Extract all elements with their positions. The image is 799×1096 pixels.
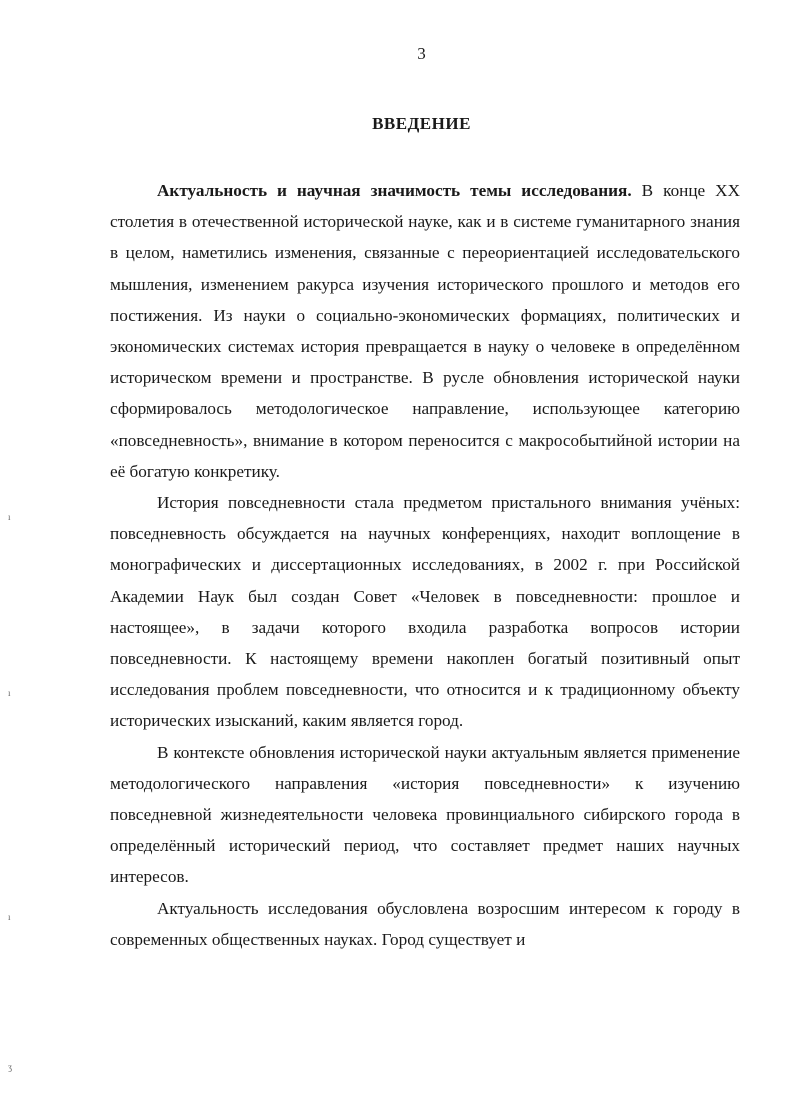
paragraph-4: Актуальность исследования обусловлена возросшим интересом к городу в современных общественных науках. Город существует и bbox=[110, 898, 740, 949]
paragraph-text: В конце XX столетия в отечественной исторической науке, как и в системе гуманитарного знания в целом, наметились изменения, связанные с переориентацией исследовательского мышления, изменением ракурса изучения исторического прошлого и методов его постижения. Из науки о социально-экономических формациях, политических и экономических системах история превращается в науку о человеке в определённом историческом времени и пространстве. В русле обновления исторической науки сформировалось методологическое направление, использующее категорию «повседневность», внимание в котором переносится с макрособытийной истории на её богатую конкретику. bbox=[110, 181, 740, 481]
paragraph-2: История повседневности стала предметом пристального внимания учёных: повседневность обсуждается на научных конференциях, находит воплощение в монографических и диссертационных исследованиях, в 2002 г. при Российской Академии Наук был создан Совет «Человек в повседневности: прошлое и настоящее», в задачи которого входила разработка вопросов истории повседневности. К настоящему времени накоплен богатый позитивный опыт исследования проблем повседневности, что относится и к традиционному объекту исторических изысканий, каким является город. bbox=[110, 493, 740, 731]
section-heading: ВВЕДЕНИЕ bbox=[372, 114, 471, 133]
body-text bbox=[110, 175, 740, 955]
paragraph-1 bbox=[110, 175, 740, 487]
page-number: 3 bbox=[417, 44, 426, 63]
paragraph-lead: Актуальность и научная значимость темы исследования. bbox=[157, 181, 632, 200]
scan-margin-mark: ı bbox=[8, 512, 11, 522]
scan-margin-mark: ı bbox=[8, 912, 11, 922]
paragraph-3: В контексте обновления исторической науки актуальным является применение методологического направления «история повседневности» к изучению повседневной жизнедеятельности человека провинциального сибирского города в определённый исторический период, что составляет предмет наших научных интересов. bbox=[110, 742, 740, 887]
scan-margin-mark: ʒ bbox=[8, 1062, 12, 1072]
scan-margin-mark: ı bbox=[8, 688, 11, 698]
